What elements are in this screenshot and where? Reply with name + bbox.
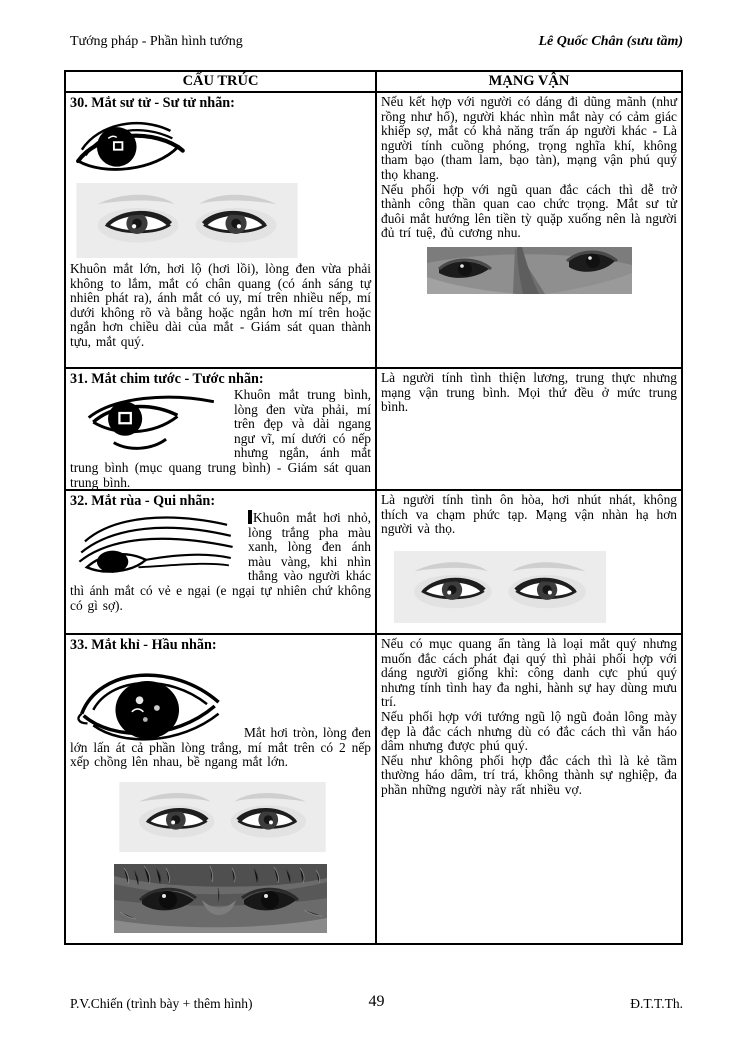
- row31-title: 31. Mắt chim tước - Tước nhãn:: [70, 371, 264, 387]
- row31-structure-text: Khuôn mắt trung bình, lòng đen vừa phải, mí trên đẹp và dài ngang ngư vĩ, mí dưới có nếp nhưng ngắn, ánh mắt trung bình (mục quang trung bình) - Giám sát quan trung bình.: [70, 387, 371, 489]
- human-eyes-illustration: [76, 183, 298, 258]
- row30-structure-text: Khuôn mắt lớn, hơi lộ (hơi lồi), lòng đen vừa phải không to lắm, mắt có chân quang (có ánh sáng tự nhiên phát ra), ánh mắt có uy, mí trên nhiều nếp, mí dưới không rõ và bằng hoặc ngắn hơn mí trên hoặc ngắn hơn chiều dài của mắt - Giám sát quan thành tựu, mắt quý.: [70, 261, 371, 349]
- row30-title: 30. Mắt sư tử - Sư tử nhãn:: [70, 95, 235, 111]
- col-header-structure: CẤU TRÚC: [66, 72, 377, 91]
- table-row: [66, 369, 681, 491]
- header-doc-title: Tướng pháp - Phần hình tướng: [70, 34, 243, 49]
- page-header: [70, 34, 683, 50]
- row32-title: 32. Mắt rùa - Qui nhãn:: [70, 493, 216, 509]
- row30-fate-p1: Nếu kết hợp với người có dáng đi dũng mãnh (như rồng như hổ), người khác nhìn mắt này có cảm giác khiếp sợ, mắt có khả năng trấn áp người khác - Là người tính cuồng phóng, trọng nghĩa khí, không tham bạo (tham lam, bạo tàn), mạng vận phú quý thọ khang.: [381, 94, 677, 182]
- page-number: 49: [368, 993, 385, 1010]
- row33-title: 33. Mắt khỉ - Hầu nhãn:: [70, 637, 217, 653]
- row32-structure-text-span: Khuôn mắt hơi nhỏ, lòng trắng pha màu xanh, lòng đen ánh màu vàng, khi nhìn thẳng vào người khác thì ánh mắt có vẻ e ngại (e ngại tự nhiên chứ không có gì sợ).: [70, 510, 371, 613]
- sparrow-eye-sketch-icon: [70, 388, 228, 454]
- lion-eyes-photo: [427, 247, 632, 294]
- header-author: Lê Quốc Chân (sưu tầm): [538, 34, 683, 49]
- table-row: [66, 635, 681, 943]
- row33-structure-text: Mắt hơi tròn, lòng đen lớn lấn át cả phần lòng trắng, mí mắt trên có 2 nếp xếp chồng lên nhau, bề ngang mắt lớn.: [70, 725, 371, 770]
- footer-initials: Đ.T.T.Th.: [630, 996, 683, 1011]
- table-row: [66, 491, 681, 635]
- human-eyes-illustration: [110, 782, 335, 852]
- row32-fate-p1: Là người tính tình ôn hòa, hơi nhút nhát, không thích va chạm phức tạp. Mạng vận nhàn hạ hơn người và thọ.: [381, 492, 677, 537]
- human-eyes-illustration: [385, 551, 615, 623]
- text-cursor-artifact: [248, 510, 252, 524]
- col-header-fate: MẠNG VẬN: [488, 73, 570, 89]
- physiognomy-table: [64, 70, 683, 945]
- monkey-eyes-photo: [114, 864, 327, 933]
- row33-fate-p2: Nếu phối hợp với tướng ngũ lộ ngũ đoản lông mày đẹp là đắc cách nhưng dù có đắc cách thì vẫn háo dâm nhưng được phú quý.: [381, 708, 677, 754]
- table-row: [66, 93, 681, 369]
- turtle-eye-sketch-icon: [70, 510, 242, 582]
- table-header-row: [66, 72, 681, 93]
- lion-eye-sketch-icon: [70, 112, 188, 178]
- row33-fate-p1: Nếu có mục quang ẩn tàng là loại mắt quý nhưng muốn đắc cách phát đại quý thì phải phối hợp với dáng người giống khỉ: công danh cực phú quý nhưng tính tình hay đa nghi, hành sự hay dùng mưu trí.: [381, 636, 677, 710]
- footer-author: P.V.Chiến (trình bày + thêm hình): [70, 996, 253, 1011]
- row30-fate-p2: Nếu phối hợp với ngũ quan đắc cách thì dễ trở thành công thần quan cao chức trọng. Mắt sư tử đuôi mắt hướng lên tiền tỳ quặp xuống nên là người đủ trí tuệ, đủ cương nhu.: [381, 181, 677, 241]
- row31-fate-p1: Là người tính tình thiện lương, trung thực nhưng mạng vận trung bình. Mọi thứ đều ở mức trung bình.: [381, 370, 677, 415]
- row33-fate-p3: Nếu như không phối hợp đắc cách thì là kẻ tầm thường háo dâm, trí trá, không thành sự nghiệp, đa phần những người này rất nhiều vợ.: [381, 752, 677, 797]
